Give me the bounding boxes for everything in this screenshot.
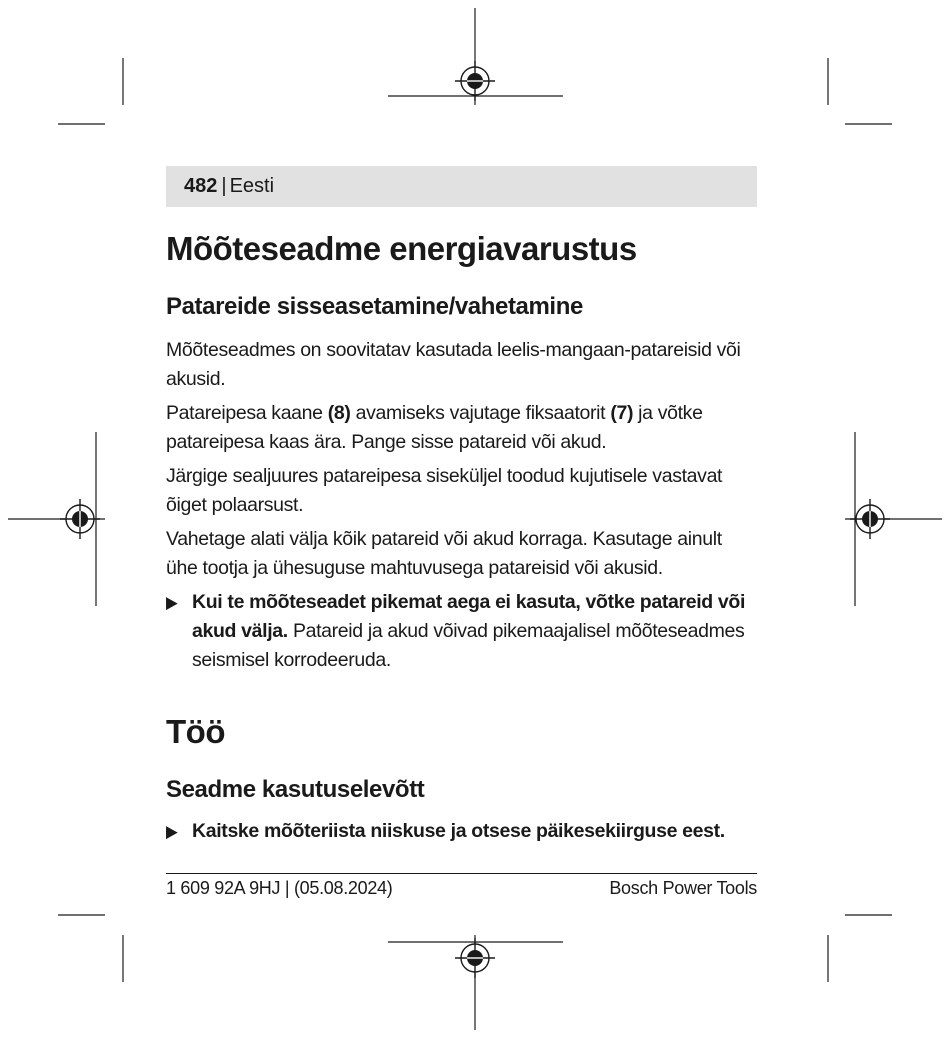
warning-remove-batteries-bold: Kui te mõõteseadet pikemat aega ei kasuta, võtke patareid või akud välja. xyxy=(192,591,746,642)
paragraph-open-cover-text-a: Patareipesa kaane xyxy=(166,402,328,424)
paragraph-open-cover xyxy=(166,399,757,457)
header-separator: | xyxy=(221,175,227,197)
page-header xyxy=(166,166,757,207)
page-footer xyxy=(166,873,757,901)
bullet-arrow-icon: ▶ xyxy=(166,593,178,612)
ref-cover: (8) xyxy=(327,402,351,424)
page-number: 482 xyxy=(184,175,218,197)
paragraph-open-cover-text-c: ja võtke patareipesa kaas ära. Pange sisse patareid või akud. xyxy=(166,402,703,453)
registration-target-top xyxy=(455,61,495,101)
registration-target-left xyxy=(60,499,100,539)
warning-protect-moisture-bold: Kaitske mõõteriista niiskuse ja otsese päikesekiirguse eest. xyxy=(192,820,725,842)
subsection-title-startup: Seadme kasutuselevõtt xyxy=(166,776,425,803)
header-language: Eesti xyxy=(229,175,275,197)
paragraph-open-cover-text-b: avamiseks vajutage fiksaatorit xyxy=(350,402,611,424)
page-content xyxy=(166,226,757,846)
ref-latch: (7) xyxy=(610,402,634,424)
warning-remove-batteries xyxy=(166,588,757,675)
paragraph-replace-all: Vahetage alati välja kõik patareid või akud korraga. Kasutage ainult ühe tootja ja ühesuguse mahtuvusega patareisid või akusid. xyxy=(166,528,722,579)
section-title-energy: Mõõteseadme energiavarustus xyxy=(166,230,637,267)
paragraph-polarity: Järgige sealjuures patareipesa siseküljel toodud kujutisele vastavat õiget polaarsust. xyxy=(166,465,723,516)
section-title-operation: Töö xyxy=(166,713,225,750)
registration-target-bottom xyxy=(455,938,495,978)
subsection-title-batteries: Patareide sisseasetamine/vahetamine xyxy=(166,293,583,320)
footer-document-id: 1 609 92A 9HJ | (05.08.2024) xyxy=(166,878,393,898)
registration-target-right xyxy=(850,499,890,539)
bullet-arrow-icon: ▶ xyxy=(166,822,178,841)
warning-protect-moisture xyxy=(166,817,757,846)
footer-brand: Bosch Power Tools xyxy=(609,878,757,898)
warning-remove-batteries-text: Patareid ja akud võivad pikemaajalisel mõõteseadmes seismisel korrodeeruda. xyxy=(192,620,745,671)
paragraph-battery-type: Mõõteseadmes on soovitatav kasutada leelis-mangaan-patareisid või akusid. xyxy=(166,339,741,390)
